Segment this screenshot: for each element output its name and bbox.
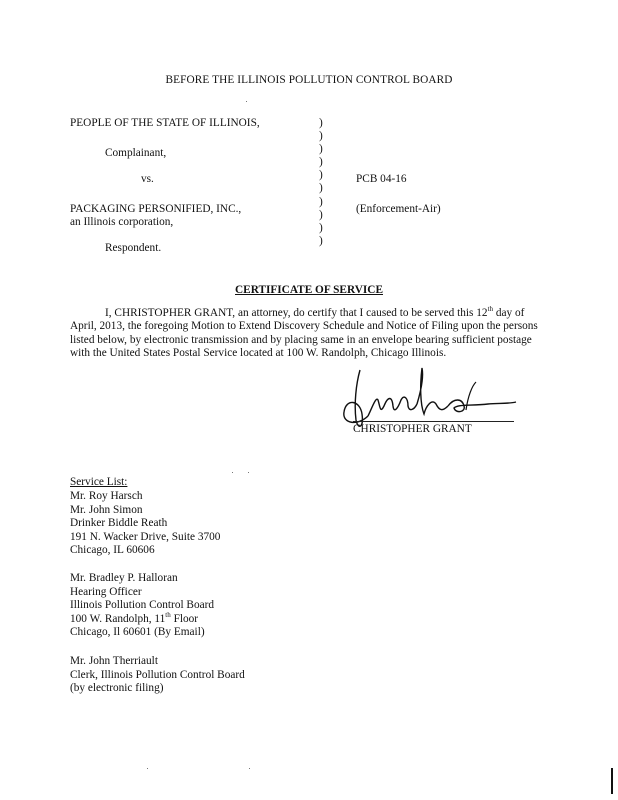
scan-edge-mark [611,768,613,794]
plaintiff-name: PEOPLE OF THE STATE OF ILLINOIS, [70,117,260,129]
scan-speck [232,472,233,473]
service-group-2 [70,572,214,640]
versus-label: vs. [141,173,154,185]
service-line: Chicago, Il 60601 (By Email) [70,626,205,639]
service-line: Illinois Pollution Control Board [70,599,215,612]
service-line: Hearing Officer [70,585,142,598]
respondent-label: Respondent. [105,242,162,254]
service-line: Mr. Bradley P. Halloran [70,572,178,584]
service-line: Chicago, IL 60606 [70,544,155,557]
service-line: Mr. John Simon [70,503,143,516]
court-header: BEFORE THE ILLINOIS POLLUTION CONTROL BOARD [165,74,453,86]
service-line: Mr. Roy Harsch [70,490,143,502]
scan-speck [249,768,250,769]
service-line: Drinker Biddle Reath [70,517,168,530]
scan-speck [246,101,247,102]
case-number: PCB 04-16 [356,173,407,185]
service-list-heading: Service List: [70,476,128,488]
signer-name: CHRISTOPHER GRANT [353,423,472,435]
service-line: 191 N. Wacker Drive, Suite 3700 [70,530,221,543]
signature-line [353,421,514,422]
case-type: (Enforcement-Air) [356,203,441,215]
complainant-label: Complainant, [105,147,167,159]
service-line: (by electronic filing) [70,682,164,695]
defendant-name: PACKAGING PERSONIFIED, INC., [70,203,242,215]
scan-speck [248,472,249,473]
service-line: Mr. John Therriault [70,655,158,667]
caption-parentheses: ) ) ) ) ) ) ) ) ) ) [319,117,323,247]
service-line: Clerk, Illinois Pollution Control Board [70,668,245,681]
service-line: 100 W. Randolph, 11th Floor [70,611,199,625]
scan-speck [147,768,148,769]
certificate-title: CERTIFICATE OF SERVICE [235,284,383,296]
defendant-description: an Illinois corporation, [70,216,174,228]
certificate-body: I, CHRISTOPHER GRANT, an attorney, do certify that I caused to be served this 12th day of April, 2013, the foregoing Motion to Extend Discovery Schedule and Notice of Filing upon the persons listed below, by electronic transmission and by placing same in an envelope bearing sufficient postage with the United States Postal Service located at 100 W. Randolph, Chicago Illinois. [70,305,538,360]
service-group-3 [70,655,245,696]
service-group-1 [70,490,220,558]
